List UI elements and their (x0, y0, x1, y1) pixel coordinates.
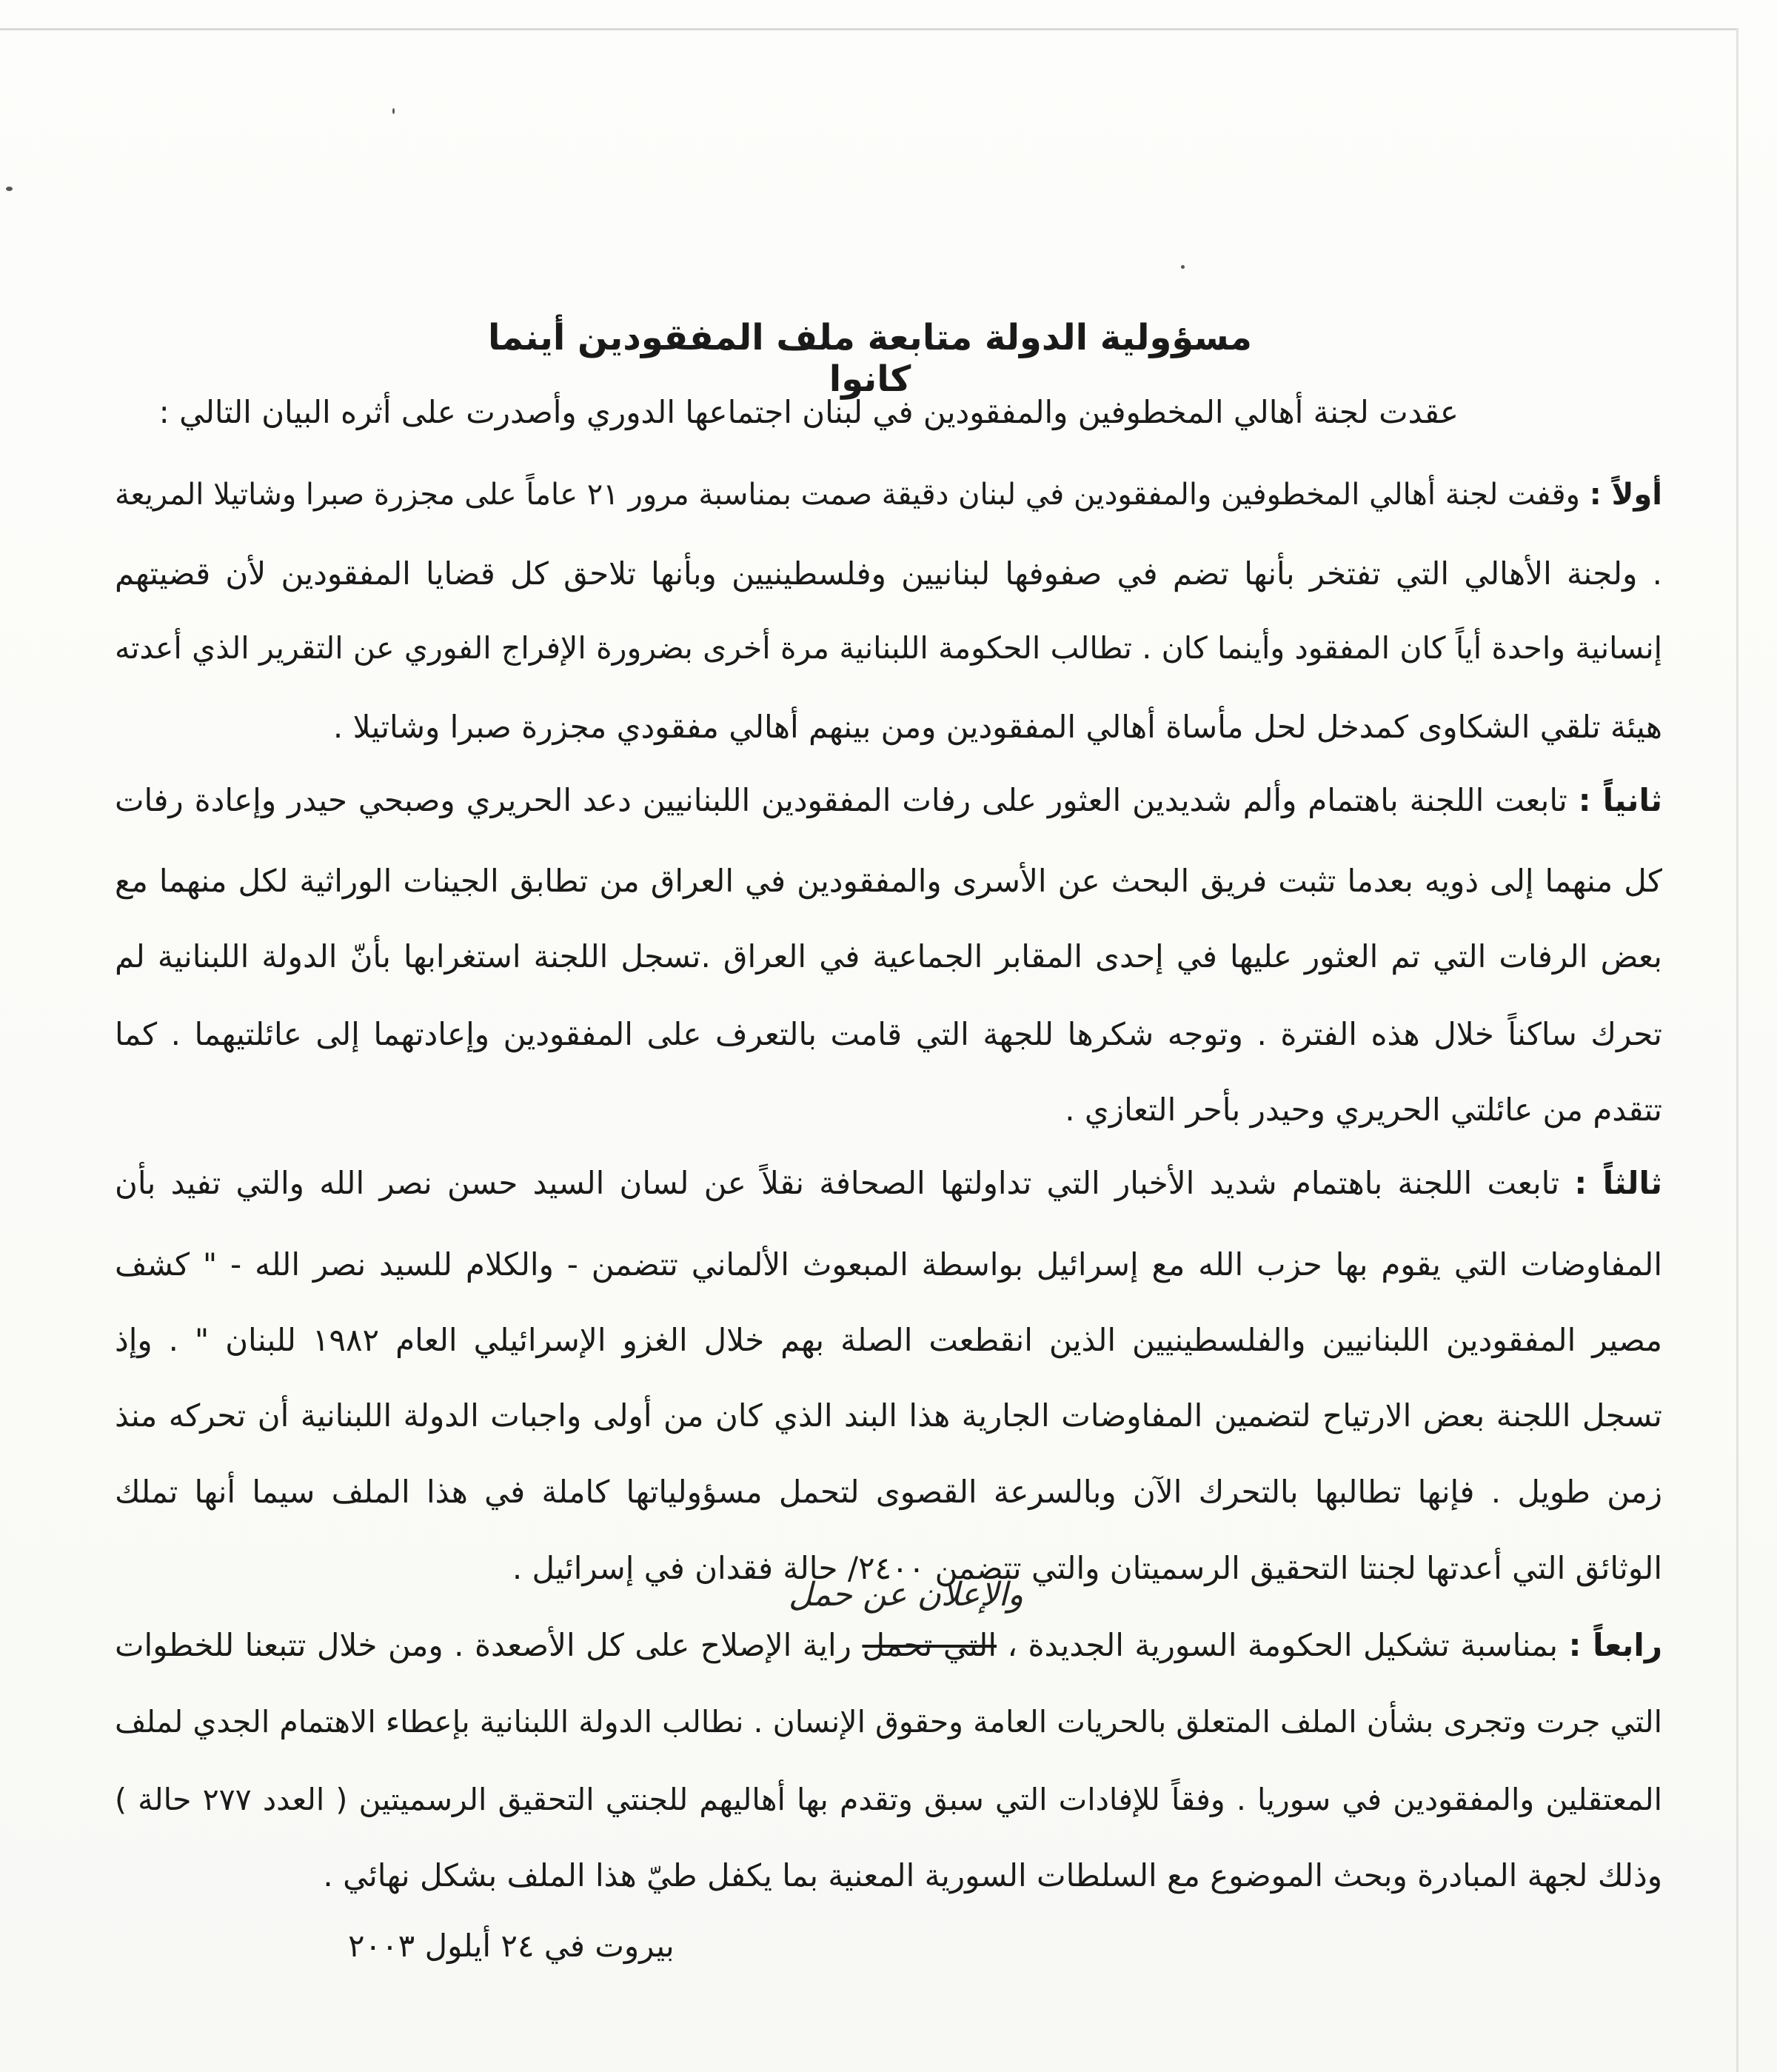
section-third-text: تابعت اللجنة باهتمام شديد الأخبار التي تداولتها الصحافة نقلاً عن لسان السيد حسن نصر الله والتي تفيد بأن (115, 1165, 1560, 1201)
dateline: بيروت في ٢٤ أيلول ٢٠٠٣ (348, 1928, 675, 1964)
section-first-line (115, 472, 1662, 517)
section-second-line (115, 778, 1662, 823)
section-fourth-line: وذلك لجهة المبادرة وبحث الموضوع مع السلطات السورية المعنية بما يكفل طيّ هذا الملف بشكل نهائي . (323, 1857, 1662, 1894)
page-edge-top (0, 28, 1736, 30)
section-second-line: كل منهما إلى ذويه بعدما تثبت فريق البحث عن الأسرى والمفقودين في العراق من تطابق الجينات الوراثية لكل منهما مع (115, 863, 1662, 899)
section-first-label: أولاً : (1589, 478, 1663, 512)
page-edge-right (1736, 28, 1738, 2072)
section-third-line: زمن طويل . فإنها تطالبها بالتحرك الآن وبالسرعة القصوى لتحمل مسؤولياتها كاملة في هذا الملف سيما أنها تملك (115, 1474, 1662, 1510)
section-second-label: ثانياً : (1578, 782, 1662, 818)
intro-line: عقدت لجنة أهالي المخطوفين والمفقودين في لبنان اجتماعها الدوري وأصدرت على أثره البيان التالي : (158, 394, 1459, 430)
section-first-text: وقفت لجنة أهالي المخطوفين والمفقودين في لبنان دقيقة صمت بمناسبة مرور ٢١ عاماً على مجزرة صبرا وشاتيلا المريعة (115, 478, 1580, 512)
section-third-line: تسجل اللجنة بعض الارتياح لتضمين المفاوضات الجارية هذا البند الذي كان من أولى واجبات الدولة اللبنانية أن تحركه منذ (115, 1397, 1662, 1434)
section-fourth-text: بمناسبة تشكيل الحكومة السورية الجديدة ، (1007, 1627, 1559, 1663)
section-first-line: هيئة تلقي الشكاوى كمدخل لحل مأساة أهالي المفقودين ومن بينهم أهالي مفقودي مجزرة صبرا وشاتيلا . (332, 709, 1662, 745)
section-first-line: إنسانية واحدة أياً كان المفقود وأينما كان . تطالب الحكومة اللبنانية مرة أخرى بضرورة الإفراج الفوري عن التقرير الذي أعدته (115, 630, 1662, 666)
section-fourth-line (115, 1623, 1662, 1668)
section-fourth-line: التي جرت وتجرى بشأن الملف المتعلق بالحريات العامة وحقوق الإنسان . نطالب الدولة اللبنانية بإعطاء الاهتمام الجدي لملف (115, 1704, 1662, 1740)
struck-text: التي تحمل (862, 1627, 997, 1663)
section-fourth-line: المعتقلين والمفقودين في سوريا . وفقاً للإفادات التي سبق وتقدم بها أهاليهم للجنتي التحقيق الرسميتين ( العدد ٢٧٧ حالة ) (115, 1782, 1662, 1817)
section-fourth-label: رابعاً : (1568, 1627, 1663, 1663)
section-second-line: بعض الرفات التي تم العثور عليها في إحدى المقابر الجماعية في العراق .تسجل اللجنة استغرابها بأنّ الدولة اللبنانية لم (115, 938, 1662, 975)
section-first-line: . ولجنة الأهالي التي تفتخر بأنها تضم في صفوفها لبنانيين وفلسطينيين وبأنها تلاحق كل قضايا المفقودين لأن قضيتهم (115, 555, 1662, 592)
scan-speck (6, 187, 13, 191)
section-fourth-text: راية الإصلاح على كل الأصعدة . ومن خلال تتبعنا للخطوات (115, 1627, 851, 1663)
handwritten-annotation: والإعلان عن حمل (789, 1576, 1024, 1614)
section-third-line (115, 1161, 1662, 1206)
section-second-line: تتقدم من عائلتي الحريري وحيدر بأحر التعازي . (1065, 1092, 1662, 1128)
section-third-line: مصير المفقودين اللبنانيين والفلسطينيين الذين انقطعت الصلة بهم خلال الغزو الإسرائيلي العام ١٩٨٢ للبنان " . وإذ (115, 1322, 1662, 1358)
scan-speck (392, 108, 395, 114)
section-second-text: تابعت اللجنة باهتمام وألم شديدين العثور على رفات المفقودين اللبنانيين دعد الحريري وصبحي حيدر وإعادة رفات (115, 782, 1567, 818)
section-third-line: المفاوضات التي يقوم بها حزب الله مع إسرائيل بواسطة المبعوث الألماني تتضمن - والكلام للسيد نصر الله - " كشف (115, 1246, 1662, 1283)
section-third-line: الوثائق التي أعدتها لجنتا التحقيق الرسميتان والتي تتضمن ٢٤٠٠/ حالة فقدان في إسرائيل . (512, 1550, 1662, 1586)
section-third-label: ثالثاً : (1574, 1165, 1662, 1201)
document-title: مسؤولية الدولة متابعة ملف المفقودين أينما كانوا (488, 317, 1252, 400)
section-second-line: تحرك ساكناً خلال هذه الفترة . وتوجه شكرها للجهة التي قامت بالتعرف على المفقودين وإعادتهما إلى عائلتيهما . كما (115, 1016, 1662, 1052)
scan-speck (1181, 265, 1185, 269)
